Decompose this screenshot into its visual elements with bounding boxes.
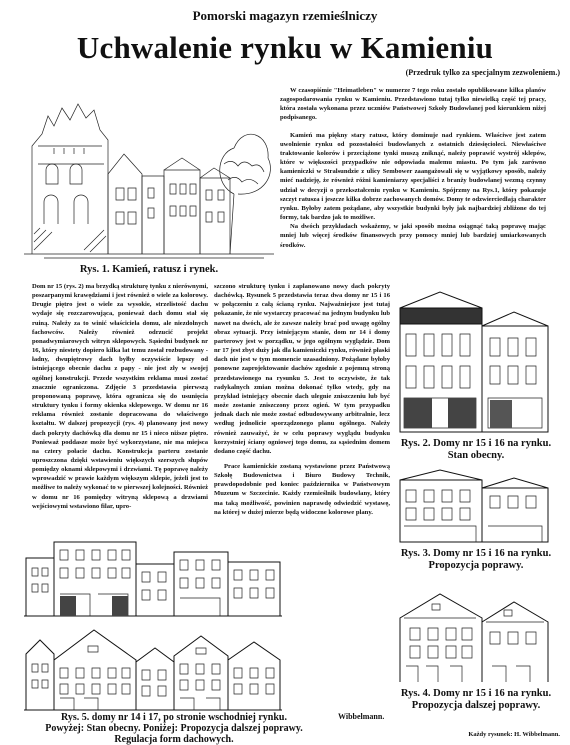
figure-5-caption: [24, 712, 324, 745]
figure-4-caption: Rys. 4. Domy nr 15 i 16 na rynku. Propozycja dalszej poprawy.: [400, 688, 552, 711]
article-title: Uchwalenie rynku w Kamieniu: [76, 30, 494, 65]
intro-paragraph: Kamień ma piękny stary ratusz, który dominuje nad rynkiem. Właściwe jest zatem uwolnienie rynku od pozostałości budowlanych z ostatnich dziesięcioleci. Niewłaściwe traktowanie kolorów i przeciążone tynki muszą zniknąć, należy poprawić wystrój sklepów, które w większości przypadków nie odpowiada malemu miastu. Po tym jak zarówno kamieniczki w Stralsundzie z ulicy Sembower zaangażowali się w wyjątkowy sposób, należy mieć nadzieję, że również różni kamieniarzy specjaliści z branży budowlanej wezmą czynny udział w decyzji o przekształceniu rynku w Kamieniu. Spójrzmy na Rys.1, który pokazuje szczyt ratusza i jeszcze kilka dobrze zachowanych domów. Domy te odzwierciedlają charakter rynku. Byłoby zatem pożądane, aby wszystkie budynki były jak najbardziej zbliżone do tej formy, tak bardzo jak to możliwe.: [280, 131, 546, 222]
drawing-credit: Każdy rysunek: H. Wibbelmann.: [468, 731, 560, 738]
body-paragraph: Dom nr 15 (rys. 2) ma brzydką strukturę tynku z nierównymi, poszarpanymi krawędziami i jest również o wiele za kolorowy. Drugie piętro jest o wiele za wysokie, strzelistość dachu wydaje się rozczarowująca, ponieważ dach domu stał się ruiną. Należy za to winić właściciela domu, ale niezdolnych fachowców. Należy również odrzucić projekt ponadwymiarowych witryn sklepowych. Sąsiedni budynek nr 16, który niestety dopiero kilka lat temu został rozbudowany - ładny, dwupiętrowy dach byłby oczywiście lepszy od istniejącego obecnie dachu z papy - nie jest zły w swojej ogólnej konstrukcji. Przede wszystkim reklama musi zostać znacznie ograniczona. Zdjęcie 3 przedstawia pierwszą proponowaną poprawę, która ogranicza się do usunięcia struktury tynku i formy okienka sklepowego. W domu nr 16 reklama również zostanie dopracowana do właściwego kształtu. W dalszej propozycji (rys. 4) planowany jest nowy dach pokryty dachówką dla domu nr 15 i nieco niższe piętro. Ponieważ poddasze może być wykorzystane, nie ma miejsca na cztery połacie dachu. Konstrukcja parteru zostanie uproszczona dzięki wstawieniu większych szerszych słupów pomiędzy oknami sklepowymi i drzwiami. Tę poprawę należy wprowadzić w prawie każdym większym sklepie, jeżeli jest to możliwe to należy wykonać to w pierwszej kolejności. Również w domu nr 16 pomiędzy witryną sklepową a drzwiami wejściowymi wstawiono filar, upro-: [32, 283, 208, 510]
figure-2-houses-current: [396, 286, 554, 436]
magazine-kicker: Pomorski magazyn rzemieślniczy: [192, 8, 378, 23]
figure-3-houses-proposal: [396, 468, 554, 544]
body-paragraph: szczono strukturę tynku i zaplanowano nowy dach pokryty dachówką. Rysunek 5 przedstawia teraz dwa domy nr 15 i 16 w połączeniu z całą ścianą rynku. Najważniejsze jest tutaj pokazanie, że nie wystarczy pracować na jednym budynku lub nawet na dwóch, ale że zawsze należy brać pod uwagę ogólny obraz sytuacji. Przy istniejącym stanie, dom nr 14 i domy parterowy jest w porządku, w jego ogólnym wyglądzie. Dom nr 17 jest zbyt duży jak dla kamieniczki rynku, również płaski dach nie jest w tym momencie uzasadniony. Pożądane byłoby ponowne zaprojektowanie dachów zgodnie z pojemną stroną przedstawionego na rysunku 5. Jest to oczywiste, że tak radykalnych zmian można dokonać tylko wtedy, gdy na przykład istniejący obecnie dach ulegnie zniszczeniu lub być może zostanie zniszczony przez ogień. W tym przypadku jednak dach nie może zostać odbudowywany arbitralnie, lecz według jednolicie sporządzonego planu ogólnego. Należy również zauważyć, że w celu poprawy wyglądu budynku korzystniej ściany ogniowej tego domu, za sąsiednim domem dodano część dachu.: [214, 283, 390, 455]
figure-4-houses-further-proposal: [396, 588, 554, 684]
figure-1-caption: Rys. 1. Kamień, ratusz i rynek.: [79, 264, 219, 275]
figure-5-current-state: [24, 538, 282, 618]
middle-column-text: [214, 282, 390, 517]
figure-5-caption-line: Regulacja form dachowych.: [114, 734, 234, 745]
figure-3-caption: Rys. 3. Domy nr 15 i 16 na rynku. Propozycja poprawy.: [400, 548, 552, 571]
reprint-note: (Przedruk tylko za specjalnym zezwoleniem.): [405, 68, 560, 77]
figure-5-caption-line: Rys. 5. domy nr 14 i 17, po stronie wschodniej rynku.: [61, 712, 287, 723]
intro-text: [280, 86, 546, 250]
intro-paragraph: W czasopiśmie "Heimatleben" w numerze 7 tego roku zostało opublikowane kilka planów zagospodarowania rynku w Kamieniu. Przedstawiono tutaj tylko niewielką część tej pracy, która została wykonana przez uczniów Państwowej Szkoły Budowlanej pod kierunkiem niżej podpisanego.: [280, 87, 546, 122]
figure-1-town-hall-sketch: [24, 84, 274, 260]
author-signature: Wibbelmann.: [338, 712, 385, 721]
figure-5-caption-line: Powyżej: Stan obecny. Poniżej: Propozycja dalszej poprawy.: [45, 723, 303, 734]
body-paragraph: Prace kamienickie zostaną wystawione przez Państwową Szkołę Budownictwa i Biuro Budowy Technik, prawdopodobnie pod koniec października w Państwowym Muzeum w Szczecinie. Każdy rzemieślnik budowlany, który ma taką możliwość, powinien naprawdę odwiedzić wystawę, na której w dużej mierze będą widoczne kolorowe plany.: [214, 462, 390, 516]
figure-5-proposal: [24, 624, 282, 712]
figure-2-caption: Rys. 2. Domy nr 15 i 16 na rynku. Stan obecny.: [400, 438, 552, 461]
left-column-text: [32, 282, 208, 511]
intro-paragraph: Na dwóch przykładach wskażemy, w jaki sposób można osiągnąć taką poprawę mając mniej lub więcej środków finansowych przy pomocy mniej lub bardziej umiarkowanych środków.: [280, 223, 546, 249]
